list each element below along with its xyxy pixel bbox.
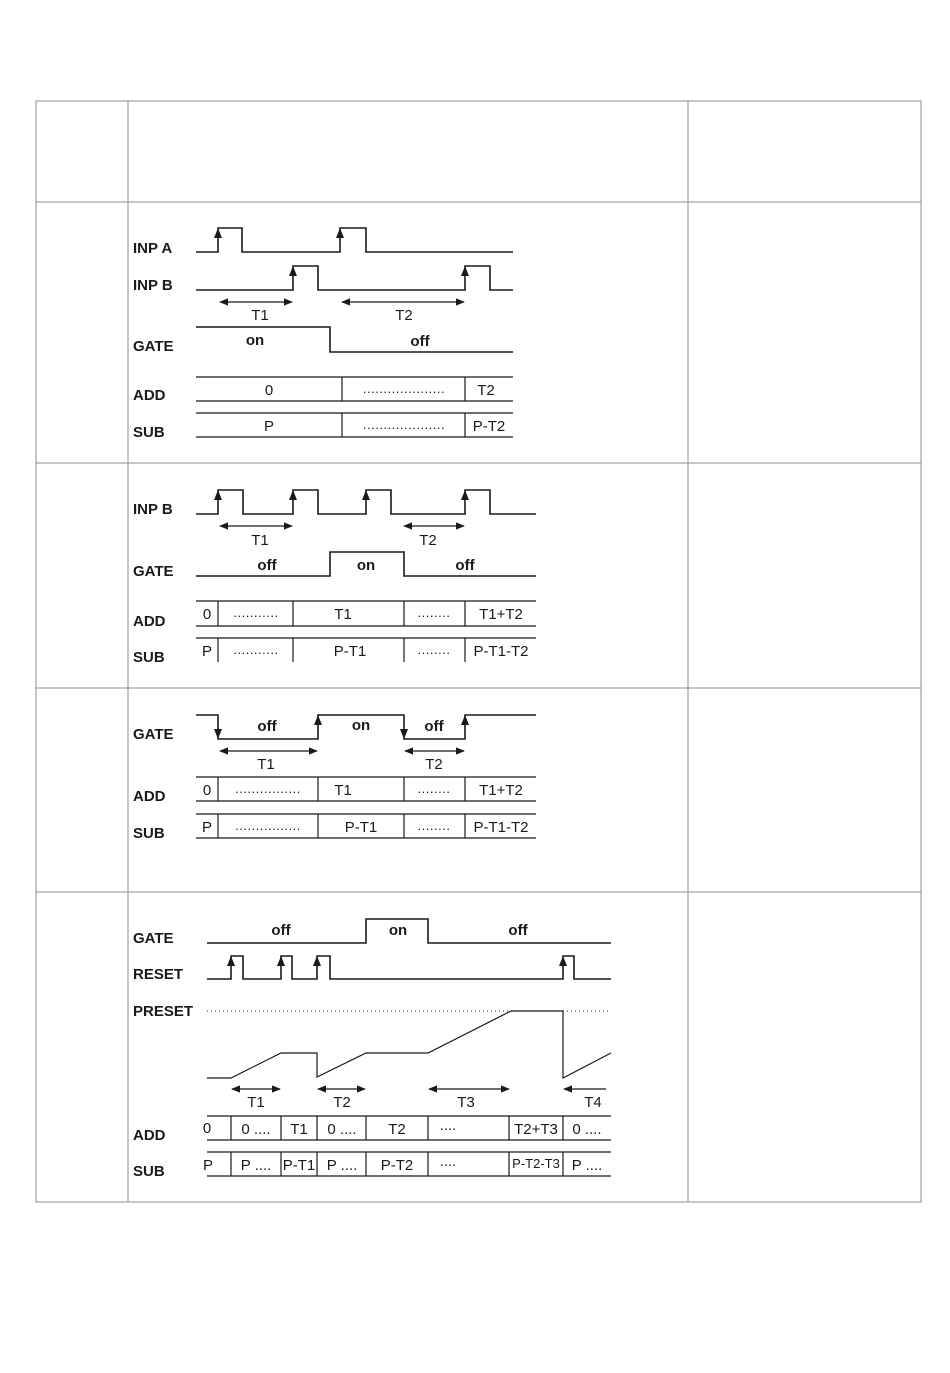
inp-b-label: INP B [133,277,173,294]
rising-edge-arrow [289,266,297,276]
rising-edge-arrow [461,266,469,276]
rising-edge-arrow [336,228,344,238]
gate-state-label: on [356,557,376,574]
rising-edge-arrow [314,715,322,725]
gate-state-label: on [388,922,408,939]
add-label: ADD [133,1127,166,1144]
gate-waveform [207,919,611,943]
add-cell: 0 [202,606,212,623]
t1-label: T1 [251,307,269,324]
gate-state-label: on [351,717,371,734]
inp-a-label: INP A [133,240,173,257]
sub-cell: ................ [235,818,301,833]
gate-state-label: off [271,922,291,939]
add-cell: T1 [290,1121,308,1138]
rising-edge-arrow [214,228,222,238]
inp-a-waveform [196,228,513,252]
t2-label: T2 [419,532,437,549]
falling-edge-arrow [214,729,222,739]
sub-cell: P .... [240,1157,272,1174]
rising-edge-arrow [289,490,297,500]
rising-edge-arrow [313,956,321,966]
add-cell: T1+T2 [479,606,523,623]
sub-cell: P .... [571,1157,603,1174]
rising-edge-arrow [362,490,370,500]
gate-state-label: off [257,557,277,574]
sub-cell: P-T1-T2 [473,819,529,836]
add-cell: .... [439,1117,457,1134]
sub-cell: P-T1 [333,643,367,660]
gate-label: GATE [133,563,174,580]
add-cell: T2+T3 [514,1121,558,1138]
add-cell: ........... [233,605,279,620]
rising-edge-arrow [461,490,469,500]
sub-cell: ........... [233,642,279,657]
sub-cell: P-T1-T2 [473,643,529,660]
t2-label: T2 [395,307,413,324]
add-register-row [196,377,513,401]
add-cell: T2 [388,1121,406,1138]
sub-cell: P-T2 [380,1157,414,1174]
gate-off-label: off [410,333,430,350]
gate-state-label: off [424,718,444,735]
preset-label: PRESET [133,1003,194,1020]
add-cell: ........ [417,605,451,620]
sub-cell: .... [439,1153,457,1170]
t1-label: T1 [257,756,275,773]
rising-edge-arrow [277,956,285,966]
add-cell: ................ [235,781,301,796]
sub-label: SUB [133,825,165,842]
t1-label: T1 [251,532,269,549]
t-label: T2 [333,1094,351,1111]
timing-diagram-4 [133,919,611,1180]
t-label: T3 [457,1094,475,1111]
add-cell: 0 [202,782,212,799]
sub-cell: ........ [417,642,451,657]
gate-waveform [196,327,513,352]
rising-edge-arrow [559,956,567,966]
add-cell: 0 .... [327,1121,357,1138]
add-cell: ........ [417,781,451,796]
gate-state-label: off [257,718,277,735]
t-label: T1 [247,1094,265,1111]
timing-diagram-1 [133,228,513,441]
sub-cell: P [201,819,213,836]
add-label: ADD [133,613,166,630]
reset-waveform [207,956,611,979]
add-cell: T2 [477,382,495,399]
reset-label: RESET [133,966,184,983]
sub-cell: P-T1 [344,819,378,836]
sub-cell: ........ [417,818,451,833]
gate-on-label: on [245,332,265,349]
add-cell: .................... [362,381,446,396]
gate-label: GATE [133,726,174,743]
falling-edge-arrow [400,729,408,739]
rising-edge-arrow [461,715,469,725]
rising-edge-arrow [227,956,235,966]
gate-state-label: off [508,922,528,939]
gate-label: GATE [133,338,174,355]
inp-b-label: INP B [133,501,173,518]
sub-cell: P [201,643,213,660]
sub-label: SUB [133,424,165,441]
timing-diagram-2 [133,490,536,666]
sub-cell: P .... [326,1157,358,1174]
counter-value-curve [207,1011,611,1078]
add-label: ADD [133,788,166,805]
rising-edge-arrow [214,490,222,500]
gate-state-label: off [455,557,475,574]
t2-label: T2 [425,756,443,773]
sub-cell: P-T1 [282,1157,316,1174]
add-cell: T1 [334,606,352,623]
add-cell: 0 [264,382,274,399]
sub-label: SUB [133,649,165,666]
sub-cell: .................... [362,417,446,432]
sub-cell: P-T2-T3 [512,1156,560,1171]
sub-cell: P [202,1157,214,1174]
add-cell: 0 .... [241,1121,271,1138]
sub-cell: P-T2 [472,418,506,435]
add-cell: 0 [202,1120,212,1137]
timing-diagram-3 [133,715,536,842]
t-label: T4 [584,1094,602,1111]
add-cell: T1+T2 [479,782,523,799]
sub-cell: P [263,418,275,435]
sub-label: SUB [133,1163,165,1180]
add-label: ADD [133,387,166,404]
gate-label: GATE [133,930,174,947]
sub-register-row [196,413,513,437]
add-cell: T1 [334,782,352,799]
add-cell: 0 .... [572,1121,602,1138]
